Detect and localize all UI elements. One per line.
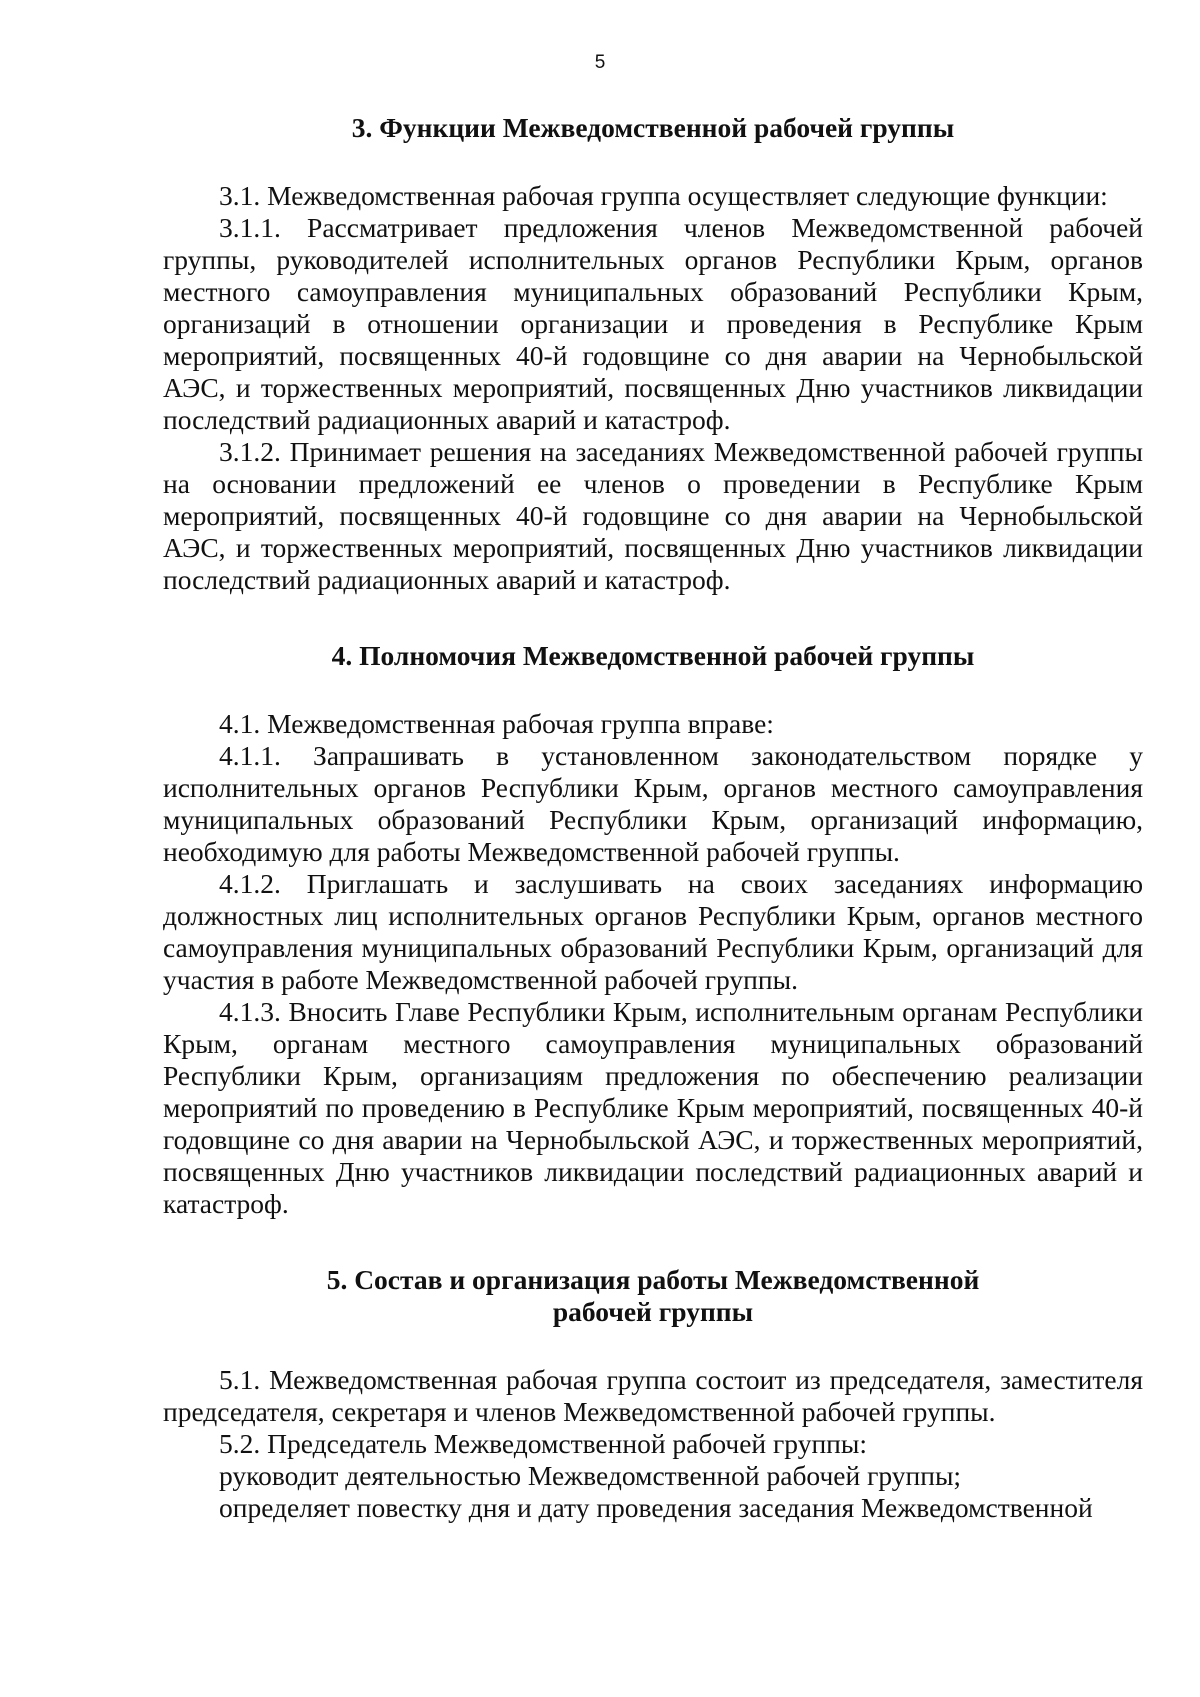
section-3-heading: 3. Функции Межведомственной рабочей группы — [351, 112, 955, 143]
paragraph-4-1-1: 4.1.1. Запрашивать в установленном законодательством порядке у исполнительных органов Республики Крым, органов местного самоуправления муниципальных образований Республики Крым, организаций информацию, необходимую для работы Межведомственной рабочей группы. — [163, 740, 1143, 867]
section-5-heading — [163, 1264, 1143, 1328]
paragraph-3-1: 3.1. Межведомственная рабочая группа осуществляет следующие функции: — [219, 180, 1108, 211]
paragraph-4-1-2: 4.1.2. Приглашать и заслушивать на своих заседаниях информацию должностных лиц исполнительных органов Республики Крым, органов местного самоуправления муниципальных образований Республики Крым, организаций для участия в работе Межведомственной рабочей группы. — [163, 868, 1143, 995]
paragraph-4-1: 4.1. Межведомственная рабочая группа вправе: — [219, 708, 774, 739]
section-5-heading-line-1: 5. Состав и организация работы Межведомственной — [326, 1264, 980, 1295]
paragraph-5-1: 5.1. Межведомственная рабочая группа состоит из председателя, заместителя председателя, секретаря и членов Межведомственной рабочей группы. — [163, 1364, 1143, 1427]
paragraph-4-1-3: 4.1.3. Вносить Главе Республики Крым, исполнительным органам Республики Крым, органам местного самоуправления муниципальных образований Республики Крым, организациям предложения по обеспечению реализации мероприятий по проведению в Республике Крым мероприятий, посвященных 40-й годовщине со дня аварии на Чернобыльской АЭС, и торжественных мероприятий, посвященных Дню участников ликвидации последствий радиационных аварий и катастроф. — [163, 996, 1143, 1219]
section-4-heading: 4. Полномочия Межведомственной рабочей группы — [331, 640, 975, 671]
page-number: 5 — [594, 52, 606, 73]
paragraph-3-1-1: 3.1.1. Рассматривает предложения членов Межведомственной рабочей группы, руководителей исполнительных органов Республики Крым, органов местного самоуправления муниципальных образований Республики Крым, организаций в отношении организации и проведения в Республике Крым мероприятий, посвященных 40-й годовщине со дня аварии на Чернобыльской АЭС, и торжественных мероприятий, посвященных Дню участников ликвидации последствий радиационных аварий и катастроф. — [163, 212, 1143, 435]
paragraph-5-2-item-1: руководит деятельностью Межведомственной рабочей группы; — [219, 1460, 962, 1491]
section-5-heading-line-2: рабочей группы — [552, 1296, 754, 1327]
paragraph-3-1-2: 3.1.2. Принимает решения на заседаниях Межведомственной рабочей группы на основании предложений ее членов о проведении в Республике Крым мероприятий, посвященных 40-й годовщине со дня аварии на Чернобыльской АЭС, и торжественных мероприятий, посвященных Дню участников ликвидации последствий радиационных аварий и катастроф. — [163, 436, 1143, 595]
document-body — [163, 112, 1143, 1524]
paragraph-5-2-item-2: определяет повестку дня и дату проведения заседания Межведомственной — [219, 1492, 1093, 1523]
paragraph-5-2: 5.2. Председатель Межведомственной рабочей группы: — [219, 1428, 867, 1459]
